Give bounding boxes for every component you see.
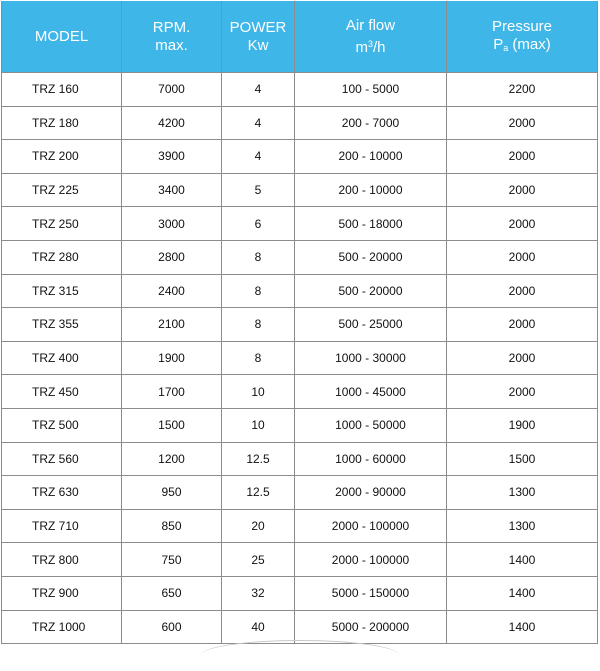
cell-model: TRZ 900 — [2, 576, 122, 610]
header-pressure-tail: (max) — [508, 35, 551, 53]
cell-airflow: 1000 - 50000 — [295, 408, 447, 442]
cell-model: TRZ 560 — [2, 442, 122, 476]
cell-rpm: 850 — [122, 509, 222, 543]
cell-rpm: 750 — [122, 543, 222, 577]
cell-rpm: 2100 — [122, 308, 222, 342]
cell-model: TRZ 450 — [2, 375, 122, 409]
header-airflow-unit-base: m — [355, 39, 368, 56]
cell-power: 8 — [222, 274, 295, 308]
cell-airflow: 2000 - 100000 — [295, 509, 447, 543]
cell-pressure: 2000 — [447, 207, 598, 241]
cell-pressure: 2000 — [447, 308, 598, 342]
cell-model: TRZ 280 — [2, 240, 122, 274]
cell-airflow: 500 - 20000 — [295, 240, 447, 274]
table-row — [2, 375, 598, 409]
cell-rpm: 2800 — [122, 240, 222, 274]
header-rpm — [122, 2, 222, 73]
table-row — [2, 476, 598, 510]
header-pressure — [447, 2, 598, 73]
cell-model: TRZ 710 — [2, 509, 122, 543]
cell-airflow: 1000 - 45000 — [295, 375, 447, 409]
table-row — [2, 140, 598, 174]
cell-airflow: 5000 - 200000 — [295, 610, 447, 644]
cell-pressure: 1400 — [447, 610, 598, 644]
cell-power: 4 — [222, 140, 295, 174]
header-power-line2: Kw — [247, 37, 269, 54]
header-model-label: MODEL — [34, 28, 89, 45]
cell-model: TRZ 355 — [2, 308, 122, 342]
cell-model: TRZ 250 — [2, 207, 122, 241]
cell-airflow: 200 - 10000 — [295, 173, 447, 207]
header-pressure-sub: a — [503, 42, 509, 53]
cell-power: 6 — [222, 207, 295, 241]
cell-airflow: 200 - 7000 — [295, 106, 447, 140]
header-pressure-line1: Pressure — [491, 17, 553, 35]
cell-power: 5 — [222, 173, 295, 207]
cell-pressure: 2000 — [447, 375, 598, 409]
cell-rpm: 1200 — [122, 442, 222, 476]
table-row — [2, 274, 598, 308]
table-row — [2, 106, 598, 140]
cell-pressure: 1400 — [447, 543, 598, 577]
cell-rpm: 3900 — [122, 140, 222, 174]
cell-model: TRZ 225 — [2, 173, 122, 207]
cell-rpm: 1900 — [122, 341, 222, 375]
table-row — [2, 509, 598, 543]
cell-rpm: 1700 — [122, 375, 222, 409]
cell-pressure: 2000 — [447, 106, 598, 140]
cell-pressure: 1300 — [447, 476, 598, 510]
cell-power: 25 — [222, 543, 295, 577]
cell-pressure: 2000 — [447, 341, 598, 375]
cell-airflow: 2000 - 90000 — [295, 476, 447, 510]
cell-model: TRZ 315 — [2, 274, 122, 308]
cell-pressure: 1500 — [447, 442, 598, 476]
cell-airflow: 100 - 5000 — [295, 73, 447, 107]
cell-model: TRZ 200 — [2, 140, 122, 174]
cell-rpm: 600 — [122, 610, 222, 644]
cell-power: 20 — [222, 509, 295, 543]
cell-model: TRZ 500 — [2, 408, 122, 442]
cell-airflow: 5000 - 150000 — [295, 576, 447, 610]
table-row — [2, 73, 598, 107]
cell-power: 40 — [222, 610, 295, 644]
cell-airflow: 1000 - 60000 — [295, 442, 447, 476]
cell-pressure: 2000 — [447, 140, 598, 174]
cell-power: 4 — [222, 73, 295, 107]
cell-power: 4 — [222, 106, 295, 140]
table-row — [2, 576, 598, 610]
header-model — [2, 2, 122, 73]
cell-airflow: 200 - 10000 — [295, 140, 447, 174]
cell-power: 8 — [222, 240, 295, 274]
table-row — [2, 341, 598, 375]
header-airflow-unit-tail: /h — [373, 39, 386, 56]
table-header — [2, 2, 598, 73]
table-row — [2, 543, 598, 577]
table-body — [2, 73, 598, 644]
cell-power: 12.5 — [222, 476, 295, 510]
cell-power: 8 — [222, 308, 295, 342]
header-airflow-line1: Air flow — [345, 17, 396, 34]
header-airflow-unit — [295, 35, 446, 57]
cell-model: TRZ 1000 — [2, 610, 122, 644]
table-row — [2, 442, 598, 476]
header-power — [222, 2, 295, 73]
decorative-arc — [200, 640, 400, 671]
cell-airflow: 500 - 18000 — [295, 207, 447, 241]
spec-table — [1, 1, 598, 644]
cell-power: 10 — [222, 375, 295, 409]
cell-pressure: 2000 — [447, 274, 598, 308]
cell-airflow: 500 - 25000 — [295, 308, 447, 342]
table-row — [2, 308, 598, 342]
cell-power: 12.5 — [222, 442, 295, 476]
cell-power: 10 — [222, 408, 295, 442]
cell-airflow: 2000 - 100000 — [295, 543, 447, 577]
header-rpm-line1: RPM. — [152, 19, 191, 36]
table-row — [2, 610, 598, 644]
header-pressure-unit — [447, 36, 597, 57]
header-row — [2, 2, 598, 73]
header-airflow — [295, 2, 447, 73]
cell-rpm: 3000 — [122, 207, 222, 241]
cell-rpm: 1500 — [122, 408, 222, 442]
cell-rpm: 2400 — [122, 274, 222, 308]
table-row — [2, 408, 598, 442]
cell-power: 32 — [222, 576, 295, 610]
cell-power: 8 — [222, 341, 295, 375]
cell-pressure: 1400 — [447, 576, 598, 610]
cell-pressure: 2000 — [447, 240, 598, 274]
header-power-line1: POWER — [229, 19, 287, 36]
table-row — [2, 207, 598, 241]
cell-rpm: 950 — [122, 476, 222, 510]
cell-pressure: 2000 — [447, 173, 598, 207]
cell-rpm: 4200 — [122, 106, 222, 140]
cell-model: TRZ 400 — [2, 341, 122, 375]
cell-model: TRZ 630 — [2, 476, 122, 510]
cell-model: TRZ 180 — [2, 106, 122, 140]
table-row — [2, 173, 598, 207]
header-rpm-line2: max. — [155, 37, 188, 54]
header-pressure-symbol: P — [493, 35, 504, 53]
header-airflow-unit-sup: 3 — [367, 39, 373, 49]
cell-model: TRZ 800 — [2, 543, 122, 577]
cell-rpm: 650 — [122, 576, 222, 610]
cell-rpm: 7000 — [122, 73, 222, 107]
cell-airflow: 500 - 20000 — [295, 274, 447, 308]
cell-airflow: 1000 - 30000 — [295, 341, 447, 375]
cell-model: TRZ 160 — [2, 73, 122, 107]
cell-pressure: 1900 — [447, 408, 598, 442]
cell-pressure: 2200 — [447, 73, 598, 107]
cell-pressure: 1300 — [447, 509, 598, 543]
table-row — [2, 240, 598, 274]
cell-rpm: 3400 — [122, 173, 222, 207]
